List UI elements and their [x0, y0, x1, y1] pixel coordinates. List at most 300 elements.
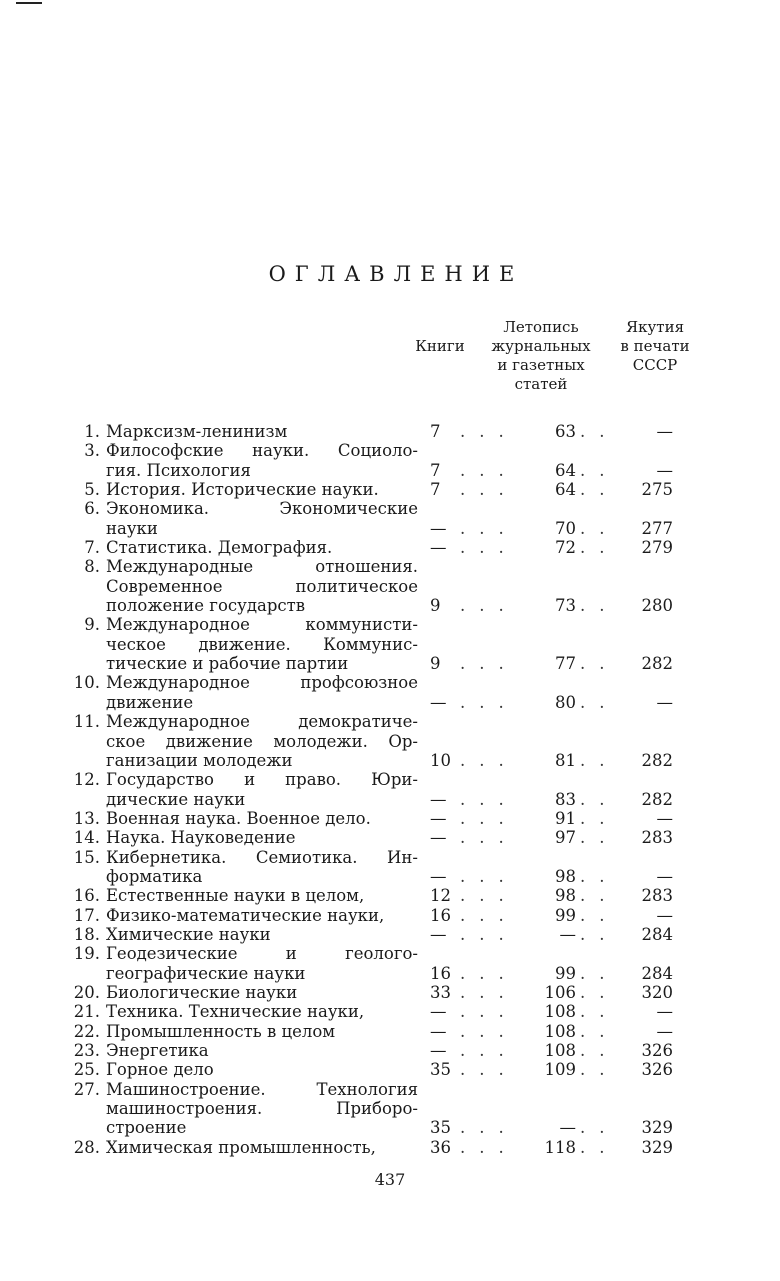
leader-dots: .. [580, 1060, 619, 1080]
leader-dots: .. [580, 789, 619, 809]
toc-entry[interactable] [68, 1080, 708, 1138]
leader-dots: .. [580, 1118, 619, 1138]
entry-title-line [106, 828, 418, 847]
entry-title-text: Международное демократиче- [106, 712, 418, 732]
yakutia-page: — [656, 1002, 673, 1022]
entry-number [68, 1099, 106, 1118]
leader-dots: .. [580, 886, 619, 906]
toc-entry-line [68, 944, 708, 963]
toc-entry-line [68, 499, 708, 518]
yakutia-page: 277 [641, 518, 673, 538]
yakutia-page: — [656, 808, 673, 828]
leader-dots: ... [460, 692, 518, 712]
entry-title-text: ганизации молодежи [106, 750, 293, 770]
leader-dots: ... [460, 460, 518, 480]
toc-entry-line [68, 538, 708, 557]
toc-entry-line [68, 1041, 708, 1060]
page-number: 437 [374, 1170, 406, 1189]
entry-title-text: Международное коммунисти- [106, 615, 418, 635]
entry-title-line [106, 673, 418, 692]
entry-title-line [106, 1060, 418, 1079]
entry-title-text: Марксизм-ленинизм [106, 422, 288, 441]
entry-title-text: Наука. Науковедение [106, 828, 296, 848]
leader-dots: ... [460, 1060, 518, 1080]
toc-entry-line [68, 964, 708, 983]
toc-entry-line [68, 867, 708, 886]
books-page: — [430, 518, 447, 538]
books-page: — [430, 538, 447, 558]
letopis-page: 77 [555, 654, 576, 674]
letopis-page: 97 [555, 828, 576, 848]
letopis-page: 108 [544, 1041, 576, 1060]
entry-title-line [106, 654, 418, 673]
leader-dots: ... [460, 963, 518, 983]
entry-title-text: Международное профсоюзное [106, 673, 418, 693]
leader-dots: ... [460, 750, 518, 770]
leader-dots: .. [580, 905, 619, 925]
toc-entry-line [68, 1080, 708, 1099]
leader-dots: .. [580, 750, 619, 770]
entry-number: 27. [73, 1079, 100, 1099]
entry-title-text: тические и рабочие партии [106, 654, 349, 674]
entry-title-text: Энергетика [106, 1041, 209, 1060]
letopis-page: 70 [555, 518, 576, 538]
toc-entry-line [68, 557, 708, 576]
column-header-letopis-line: статей [514, 375, 568, 393]
entry-number: 18. [73, 924, 100, 944]
leader-dots: .. [580, 1021, 619, 1041]
leader-dots: ... [460, 654, 518, 674]
toc-entry[interactable] [68, 1022, 708, 1041]
entry-title-line [106, 712, 418, 731]
leader-dots: ... [460, 1002, 518, 1022]
toc-entry-line [68, 1138, 708, 1157]
entry-title-line [106, 441, 418, 460]
toc-entry-line [68, 1099, 708, 1118]
entry-title-text: Статистика. Демография. [106, 538, 333, 558]
entry-title-text: Философские науки. Социоло- [106, 441, 418, 461]
entry-title-line [106, 480, 418, 499]
leader-dots: .. [580, 654, 619, 674]
entry-number: 25. [73, 1060, 100, 1080]
entry-title-line [106, 422, 418, 441]
column-header-letopis-line: журнальных [491, 337, 591, 355]
toc-entry-line [68, 828, 708, 847]
entry-title-line [106, 751, 418, 770]
toc-entry-line [68, 809, 708, 828]
entry-title-text: строение [106, 1118, 187, 1138]
toc-entry[interactable] [68, 886, 708, 905]
entry-title-line [106, 886, 418, 905]
column-header-books-label: Книги [415, 337, 465, 355]
entry-title-text: Естественные науки в целом, [106, 886, 365, 906]
entry-number: 16. [73, 886, 100, 906]
yakutia-page: 284 [641, 963, 673, 983]
toc-entry-line [68, 751, 708, 770]
entry-title-text: Химическая промышленность, [106, 1137, 376, 1157]
toc-entry[interactable] [68, 906, 708, 925]
toc-entry-line [68, 577, 708, 596]
letopis-page: 118 [544, 1137, 576, 1157]
yakutia-page: 284 [641, 924, 673, 944]
entry-title-text: машиностроения. Приборо- [106, 1099, 418, 1119]
entry-title-text: гия. Психология [106, 460, 251, 480]
leader-dots: .. [580, 422, 619, 441]
letopis-page: 98 [555, 886, 576, 906]
toc-entry[interactable] [68, 1041, 708, 1060]
toc-entry[interactable] [68, 1002, 708, 1021]
entry-title-line [106, 809, 418, 828]
toc-entry-line [68, 732, 708, 751]
books-page: 35 [430, 1118, 451, 1138]
leader-dots: .. [580, 963, 619, 983]
column-header-letopis-line: и газетных [497, 356, 585, 374]
entry-number [68, 461, 106, 480]
entry-title-text: Промышленность в целом [106, 1021, 336, 1041]
leader-dots: .. [580, 596, 619, 616]
entry-title-line [106, 790, 418, 809]
books-page: 12 [430, 886, 451, 906]
toc-entry[interactable] [68, 925, 708, 944]
entry-number: 7. [84, 538, 100, 558]
books-page: 7 [430, 480, 441, 500]
leader-dots: .. [580, 538, 619, 558]
leader-dots: .. [580, 1002, 619, 1022]
books-page: — [430, 692, 447, 712]
yakutia-page: 326 [641, 1060, 673, 1080]
entry-title-line [106, 770, 418, 789]
leader-dots: ... [460, 518, 518, 538]
entry-title-text: Машиностроение. Технология [106, 1079, 418, 1099]
column-header-letopis [478, 318, 604, 394]
toc-entry[interactable] [68, 809, 708, 828]
letopis-page: 109 [544, 1060, 576, 1080]
entry-title-line [106, 848, 418, 867]
letopis-page: 64 [555, 460, 576, 480]
leader-dots: ... [460, 1041, 518, 1060]
entry-title-line [106, 519, 418, 538]
entry-title-text: Горное дело [106, 1060, 214, 1080]
entry-title-text: движение [106, 692, 194, 712]
leader-dots: .. [580, 692, 619, 712]
entry-number [68, 790, 106, 809]
leader-dots: ... [460, 982, 518, 1002]
letopis-page: 73 [555, 596, 576, 616]
entry-title-text: положение государств [106, 596, 306, 616]
leader-dots: .. [580, 808, 619, 828]
letopis-page: 80 [555, 692, 576, 712]
column-header-yakutia [605, 318, 705, 375]
toc-entry[interactable] [68, 770, 708, 809]
entry-number [68, 693, 106, 712]
toc-entry-line [68, 886, 708, 905]
print-speck [16, 2, 42, 4]
leader-dots: .. [580, 1041, 619, 1060]
entry-title-text: форматика [106, 866, 203, 886]
toc-entry-line [68, 461, 708, 480]
books-page: 9 [430, 654, 441, 674]
toc-entry[interactable] [68, 499, 708, 538]
toc-entry-line [68, 712, 708, 731]
yakutia-page: — [656, 905, 673, 925]
page-title: ОГЛАВЛЕНИЕ [268, 262, 524, 286]
entry-title-line [106, 1118, 418, 1137]
letopis-page: 108 [544, 1002, 576, 1022]
letopis-page: 63 [555, 422, 576, 441]
yakutia-page: 283 [641, 828, 673, 848]
entry-number [68, 519, 106, 538]
toc-entry-line [68, 1060, 708, 1079]
yakutia-page: 282 [641, 789, 673, 809]
books-page: — [430, 828, 447, 848]
books-page: — [430, 1002, 447, 1022]
entry-title-line [106, 615, 418, 634]
leader-dots: ... [460, 808, 518, 828]
leader-dots: .. [580, 480, 619, 500]
books-page: 35 [430, 1060, 451, 1080]
letopis-page: 106 [544, 982, 576, 1002]
yakutia-page: — [656, 422, 673, 441]
column-header-letopis-line: Летопись [503, 318, 579, 336]
entry-title-text: Экономика. Экономические [106, 499, 418, 519]
yakutia-page: 282 [641, 654, 673, 674]
letopis-page: 83 [555, 789, 576, 809]
toc-entry[interactable] [68, 983, 708, 1002]
toc-entry[interactable] [68, 557, 708, 615]
leader-dots: .. [580, 982, 619, 1002]
toc-entry-line [68, 790, 708, 809]
entry-title-text: Физико-математические науки, [106, 905, 385, 925]
leader-dots: ... [460, 596, 518, 616]
entry-title-line [106, 538, 418, 557]
toc-entry-line [68, 848, 708, 867]
books-page: 16 [430, 963, 451, 983]
letopis-page: — [559, 1118, 576, 1138]
letopis-page: 99 [555, 905, 576, 925]
toc-entry[interactable] [68, 712, 708, 770]
table-of-contents [68, 422, 708, 1157]
yakutia-page: — [656, 866, 673, 886]
entry-number: 1. [84, 422, 100, 441]
leader-dots: .. [580, 866, 619, 886]
toc-entry-line [68, 925, 708, 944]
column-header-books [405, 337, 475, 356]
entry-title-text: ческое движение. Коммунис- [106, 634, 418, 654]
books-page: 33 [430, 982, 451, 1002]
books-page: 36 [430, 1137, 451, 1157]
leader-dots: .. [580, 924, 619, 944]
leader-dots: ... [460, 789, 518, 809]
entry-number: 28. [73, 1137, 100, 1157]
yakutia-page: 283 [641, 886, 673, 906]
books-page: 7 [430, 460, 441, 480]
leader-dots: ... [460, 1137, 518, 1157]
books-page: — [430, 924, 447, 944]
toc-entry[interactable] [68, 441, 708, 480]
toc-entry-line [68, 1022, 708, 1041]
books-page: — [430, 1021, 447, 1041]
entry-number [68, 577, 106, 596]
toc-entry-line [68, 1118, 708, 1137]
books-page: 9 [430, 596, 441, 616]
leader-dots: .. [580, 518, 619, 538]
entry-title-text: Геодезические и геолого- [106, 944, 418, 964]
toc-entry-line [68, 635, 708, 654]
entry-title-text: Международные отношения. [106, 557, 418, 577]
toc-entry[interactable] [68, 480, 708, 499]
entry-number: 15. [73, 847, 100, 867]
entry-title-text: Военная наука. Военное дело. [106, 808, 371, 828]
entry-number: 11. [73, 712, 100, 732]
entry-number [68, 596, 106, 615]
entry-number: 14. [73, 828, 100, 848]
entry-title-text: Химические науки [106, 924, 271, 944]
toc-entry[interactable] [68, 1138, 708, 1157]
leader-dots: .. [580, 460, 619, 480]
entry-number [68, 654, 106, 673]
letopis-page: 108 [544, 1021, 576, 1041]
column-header-yakutia-line: Якутия [625, 318, 685, 336]
column-header-yakutia-line: в печати [620, 337, 690, 355]
entry-title-text: географические науки [106, 963, 306, 983]
entry-number [68, 635, 106, 654]
leader-dots: ... [460, 905, 518, 925]
entry-number: 8. [84, 557, 100, 577]
toc-entry[interactable] [68, 828, 708, 847]
toc-entry[interactable] [68, 1060, 708, 1079]
leader-dots: ... [460, 828, 518, 848]
yakutia-page: 280 [641, 596, 673, 616]
entry-title-line [106, 732, 418, 751]
toc-entry-line [68, 441, 708, 460]
entry-title-text: Современное политическое [106, 576, 418, 596]
entry-title-line [106, 867, 418, 886]
yakutia-page: 329 [641, 1137, 673, 1157]
entry-title-line [106, 461, 418, 480]
toc-entry-line [68, 519, 708, 538]
entry-number: 9. [84, 615, 100, 635]
toc-entry[interactable] [68, 422, 708, 441]
entry-number [68, 867, 106, 886]
entry-number: 6. [84, 499, 100, 519]
entry-title-line [106, 1138, 418, 1157]
entry-number: 23. [73, 1041, 100, 1060]
entry-title-line [106, 1099, 418, 1118]
leader-dots: ... [460, 1021, 518, 1041]
toc-entry[interactable] [68, 944, 708, 983]
entry-title-line [106, 983, 418, 1002]
toc-entry-line [68, 673, 708, 692]
entry-number: 17. [73, 905, 100, 925]
entry-number: 22. [73, 1021, 100, 1041]
entry-title-line [106, 944, 418, 963]
letopis-page: 72 [555, 538, 576, 558]
yakutia-page: — [656, 692, 673, 712]
yakutia-page: 275 [641, 480, 673, 500]
entry-title-line [106, 964, 418, 983]
entry-title-text: Техника. Технические науки, [106, 1002, 365, 1022]
books-page: — [430, 866, 447, 886]
yakutia-page: 282 [641, 750, 673, 770]
letopis-page: 64 [555, 480, 576, 500]
yakutia-page: 326 [641, 1041, 673, 1060]
toc-entry[interactable] [68, 538, 708, 557]
yakutia-page: — [656, 460, 673, 480]
yakutia-page: 279 [641, 538, 673, 558]
toc-entry-line [68, 1002, 708, 1021]
entry-number [68, 1118, 106, 1137]
books-page: 10 [430, 750, 451, 770]
leader-dots: ... [460, 538, 518, 558]
column-header-yakutia-line: СССР [632, 356, 678, 374]
leader-dots: ... [460, 422, 518, 441]
entry-title-line [106, 596, 418, 615]
yakutia-page: 329 [641, 1118, 673, 1138]
toc-entry[interactable] [68, 848, 708, 887]
entry-title-line [106, 925, 418, 944]
toc-entry-line [68, 906, 708, 925]
entry-title-line [106, 1080, 418, 1099]
toc-entry-line [68, 615, 708, 634]
toc-entry-line [68, 480, 708, 499]
leader-dots: ... [460, 1118, 518, 1138]
entry-title-line [106, 577, 418, 596]
entry-title-text: Биологические науки [106, 982, 298, 1002]
toc-entry-line [68, 596, 708, 615]
entry-title-line [106, 1002, 418, 1021]
entry-number: 19. [73, 944, 100, 964]
toc-entry[interactable] [68, 673, 708, 712]
entry-title-line [106, 499, 418, 518]
toc-entry[interactable] [68, 615, 708, 673]
toc-entry-line [68, 422, 708, 441]
letopis-page: 81 [555, 750, 576, 770]
books-page: — [430, 1041, 447, 1060]
toc-entry-line [68, 654, 708, 673]
leader-dots: ... [460, 924, 518, 944]
entry-title-line [106, 1022, 418, 1041]
entry-number [68, 751, 106, 770]
leader-dots: ... [460, 480, 518, 500]
entry-number: 13. [73, 808, 100, 828]
entry-title-text: Кибернетика. Семиотика. Ин- [106, 847, 418, 867]
entry-number [68, 964, 106, 983]
entry-title-text: науки [106, 518, 158, 538]
entry-title-text: ское движение молодежи. Ор- [106, 731, 418, 751]
books-page: 7 [430, 422, 441, 441]
leader-dots: ... [460, 866, 518, 886]
books-page: — [430, 789, 447, 809]
entry-number: 20. [73, 982, 100, 1002]
leader-dots: .. [580, 828, 619, 848]
entry-number: 21. [73, 1002, 100, 1022]
books-page: — [430, 808, 447, 828]
letopis-page: 99 [555, 963, 576, 983]
entry-title-text: История. Исторические науки. [106, 480, 379, 500]
entry-title-line [106, 557, 418, 576]
entry-title-text: дические науки [106, 789, 246, 809]
toc-entry-line [68, 693, 708, 712]
entry-number: 10. [73, 673, 100, 693]
yakutia-page: — [656, 1021, 673, 1041]
entry-title-line [106, 1041, 418, 1060]
entry-number: 5. [84, 480, 100, 500]
letopis-page: — [559, 924, 576, 944]
leader-dots: ... [460, 886, 518, 906]
toc-entry-line [68, 983, 708, 1002]
entry-number: 3. [84, 441, 100, 461]
yakutia-page: 320 [641, 982, 673, 1002]
